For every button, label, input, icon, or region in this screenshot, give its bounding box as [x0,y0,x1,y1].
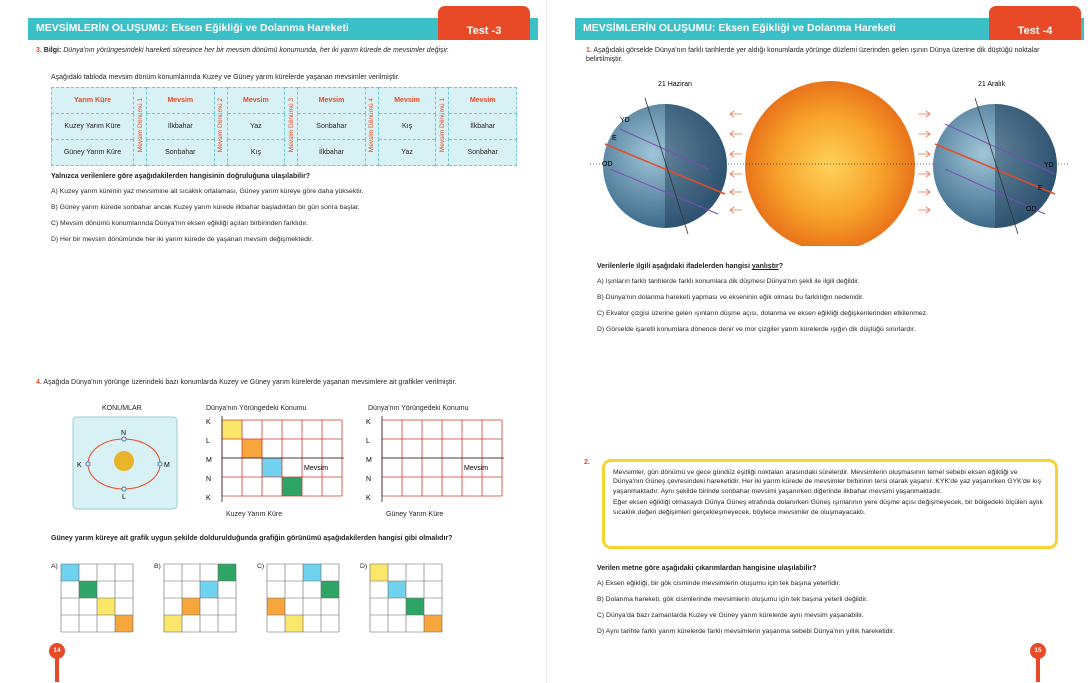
r-q2-option-c[interactable]: C) Dünya'da bazı zamanlarda Kuzey ve Güney yarım kürelerde aynı mevsim yaşanabilir. [597,612,864,619]
axis-xlabel: Mevsim [464,465,489,472]
graph-cell [242,439,262,458]
grid-cell [370,564,388,581]
table-header: Mevsim [449,88,517,114]
table-row: Kuzey Yarım Küre İlkbahar Yaz Sonbahar Kış İlkbahar [52,114,517,140]
axis-label: K [366,495,371,502]
r-q2-question: Verilen metne göre aşağıdaki çıkarımlardan hangisine ulaşılabilir? [597,565,817,572]
graph-cell [282,477,302,496]
info-para-2: Eğer eksen eğikliği olmasaydı Dünya Güneş etrafında dolanırken Güneş ışınlarının yere düşme açısı değişmeyecek, bir bölgedeki ölçülen aylık sıcaklık değeri değişimleri gerçekleşmeyecek, böylece mevsimler de oluşmayacaktı. [613,499,1043,516]
svg-text:K: K [77,462,82,469]
svg-text:L: L [122,494,126,501]
q4-option-a-grid[interactable] [60,563,134,633]
axis-label: K [366,419,371,426]
r-q2-option-a[interactable]: A) Eksen eğikliği, bir gök cisminde mevsimlerin oluşumu için tek başına yeterlidir. [597,580,841,587]
q4-option-b-grid[interactable] [163,563,237,633]
divider-cell: Mevsim Dönümü 1 [436,88,449,166]
svg-text:E: E [1038,185,1043,192]
table-header: Mevsim [147,88,215,114]
table-header: Mevsim [378,88,436,114]
q4-intro: 4. Aşağıda Dünya'nın yörünge üzerindeki bazı konumlarda Kuzey ve Güney yarım kürelerde yaşanan mevsimlere ait grafikler verilmiştir. [36,379,457,386]
orbit-diagram [72,416,178,510]
r-q2-number: 2. [584,459,590,466]
axis-label: N [366,476,372,483]
r-q1-option-b[interactable]: B) Dünya'nın dolanma hareketi yapması ve ekseninin eğik olması bu farklılığın nedenidir. [597,294,864,301]
q3-bilgi [36,46,516,55]
graph1-title: Dünya'nın Yörüngedeki Konumu [206,405,307,412]
axis-label: N [206,476,212,483]
info-box [602,459,1058,549]
table-header: Yarım Küre [52,88,134,114]
q3-option-c[interactable]: C) Mevsim dönümü konumlarında Dünya'nın eksen eğikliği açıları birbirinden farklıdır. [51,220,309,227]
divider-cell: Mevsim Dönümü 1 [134,88,147,166]
svg-text:21 Haziran: 21 Haziran [658,81,692,88]
grid-cell [321,581,339,598]
test-label: Test -3 [438,6,530,40]
svg-text:YD: YD [1044,162,1054,169]
svg-text:YD: YD [620,117,630,124]
q4-option-c-label[interactable]: C) [257,563,265,570]
svg-text:21 Aralık: 21 Aralık [978,81,1006,88]
graph-cell [262,458,282,477]
grid-cell [61,564,79,581]
svg-text:E: E [612,135,617,142]
table-header: Mevsim [227,88,285,114]
svg-text:OD: OD [602,161,613,168]
q4-option-a-label[interactable]: A) [51,563,58,570]
grid-cell [388,581,406,598]
bilgi-text: Dünya'nın yörüngesindeki hareketi süresince her bir mevsim dönümü konumunda, her iki yarım kürede de mevsimler değişir. [63,47,450,54]
q3-number: 3. [36,47,42,54]
grid-cell [182,598,200,615]
grid-cell [424,615,442,632]
grid-cell [200,581,218,598]
axis-xlabel: Mevsim [304,465,329,472]
q3-option-b[interactable]: B) Güney yarım kürede sonbahar ancak Kuzey yarım kürede ilkbahar başladıktan bir gün sonra başlar. [51,204,360,211]
table-row [52,88,517,114]
r-q1-option-d[interactable]: D) Görselde işaretli konumlara dönence denir ve mor çizgiler yarım kürelerde ışığın dik düştüğü sınırlardır. [597,326,916,333]
svg-text:N: N [121,430,127,437]
axis-label: L [206,438,210,445]
r-q1-option-a[interactable]: A) Işınların farklı tarihlerde farklı konumlara dik düşmesi Dünya'nın şekli ile ilgili değildir. [597,278,860,285]
q4-option-d-grid[interactable] [369,563,443,633]
grid-cell [267,598,285,615]
divider-cell: Mevsim Dönümü 2 [214,88,227,166]
graph2-title: Dünya'nın Yörüngedeki Konumu [368,405,469,412]
grid-cell [164,615,182,632]
north-hemisphere-graph [200,414,344,506]
r-q2-option-d[interactable]: D) Aynı tarihte farklı yarım kürelerde farklı mevsimlerin yaşanma sebebi Dünya'nın yıllık hareketidir. [597,628,895,635]
axis-label: K [206,419,211,426]
earth-sun-diagram [590,74,1070,246]
divider-cell: Mevsim Dönümü 3 [285,88,298,166]
q4-option-d-label[interactable]: D) [360,563,368,570]
q3-intro: Aşağıdaki tabloda mevsim dönüm konumlarında Kuzey ve Güney yarım kürelerde yaşanan mevsimler verilmiştir. [51,74,400,81]
q4-option-b-label[interactable]: B) [154,563,161,570]
svg-text:M: M [164,462,170,469]
grid-cell [285,615,303,632]
grid-cell [97,598,115,615]
page-number: 15 [1030,643,1046,659]
graph-cell [222,420,242,439]
graph2-caption: Güney Yarım Küre [386,511,444,518]
q4-option-c-grid[interactable] [266,563,340,633]
konumlar-title: KONUMLAR [102,405,142,412]
q4-question: Güney yarım küreye ait grafik uygun şekilde doldurulduğunda grafiğin görünümü aşağıdakilerden hangisi gibi olmalıdır? [51,535,453,542]
divider-cell: Mevsim Dönümü 4 [365,88,378,166]
axis-label: M [366,457,372,464]
axis-label: L [366,438,370,445]
south-hemisphere-graph [360,414,504,506]
seasons-table [51,87,517,166]
header-title: MEVSİMLERİN OLUŞUMU: Eksen Eğikliği ve Dolanma Hareketi [583,22,896,34]
axis-label: M [206,457,212,464]
q3-option-d[interactable]: D) Her bir mevsim dönümünde her iki yarım kürede de yaşanan mevsim değişmektedir. [51,236,314,243]
graph1-caption: Kuzey Yarım Küre [226,511,283,518]
grid-cell [115,615,133,632]
info-para-1: Mevsimler, gün dönümü ve gece gündüz eşitliği noktaları arasındaki sürelerdir. Mevsimlerin oluşmasının temel sebebi eksen eğikliği ve Dünya'nın Güneş çevresindeki hareketidir. Her iki yarım kürede de mevsimler birbirinin tersi olarak yaşanır. KYK'de yaz yaşanırken GYK'de kış yaşanmaktadır. Aynı şekilde birinde sonbahar mevsimi yaşanırken diğerinde ilkbahar mevsimi yaşanmaktadır. [613,469,1042,495]
grid-cell [406,598,424,615]
r-q2-option-b[interactable]: B) Dolanma hareketi, gök cisimlerinde mevsimlerin oluşumu için tek başına yeterli değildir. [597,596,868,603]
r-q1-question: Verilenlerle ilgili aşağıdaki ifadelerden hangisi yanlıştır? [597,263,783,270]
grid-cell [218,564,236,581]
page-number: 14 [49,643,65,659]
q3-question: Yalnızca verilenlere göre aşağıdakilerden hangisinin doğruluğuna ulaşılabilir? [51,173,311,180]
header-title: MEVSİMLERİN OLUŞUMU: Eksen Eğikliği ve Dolanma Hareketi [36,22,349,34]
test-label: Test -4 [989,6,1081,40]
axis-label: K [206,495,211,502]
r-q1-intro: 1. Aşağıdaki görselde Dünya'nın farklı tarihlerde yer aldığı konumlarda yörünge düzlemi üzerinden gelen ışının Dünya üzerine dik düştüğü noktalar belirtilmiştir. [586,47,1040,63]
bilgi-label: Bilgi: [43,47,62,54]
q3-option-a[interactable]: A) Kuzey yarım kürenin yaz mevsimine ait sıcaklık ortalaması, Güney yarım küreye göre daha yüksektir. [51,188,364,195]
grid-cell [303,564,321,581]
table-row: Güney Yarım Küre Sonbahar Kış İlkbahar Yaz Sonbahar [52,140,517,166]
grid-cell [79,581,97,598]
r-q1-option-c[interactable]: C) Ekvator çizgisi üzerine gelen ışınların düşme açısı, dolanma ve eksen eğikliği değişkenlerinden etkilenmez. [597,310,928,317]
table-header: Mevsim [298,88,366,114]
svg-text:OD: OD [1026,206,1037,213]
